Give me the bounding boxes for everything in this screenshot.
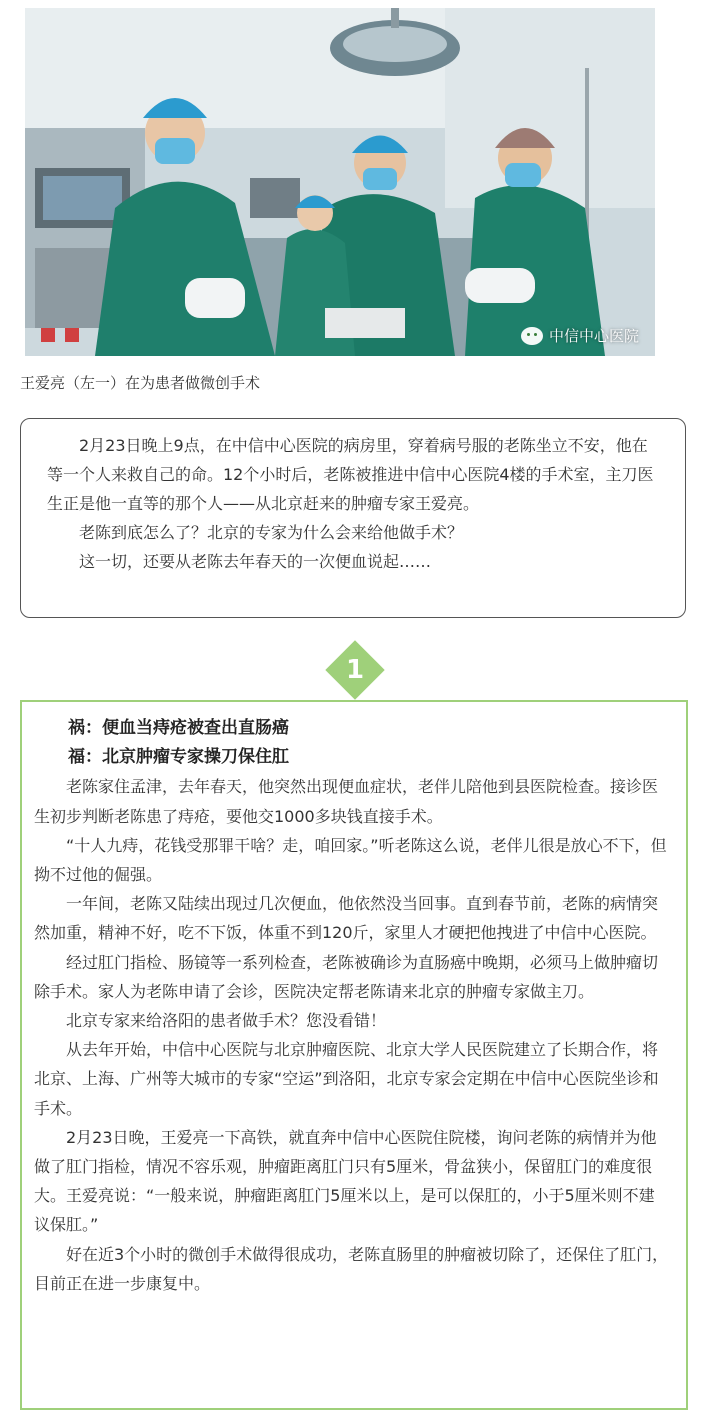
section-number-badge [325, 640, 385, 700]
body-paragraph: 一年间，老陈又陆续出现过几次便血，他依然没当回事。直到春节前，老陈的病情突然加重，精神不好，吃不下饭，体重不到120斤，家里人才硬把他拽进了中信中心医院。 [34, 894, 659, 943]
body-paragraph: 北京专家来给洛阳的患者做手术？您没看错！ [66, 1011, 387, 1031]
intro-paragraph: 这一切，还要从老陈去年春天的一次便血说起…… [79, 552, 432, 571]
watermark-text: 中信中心医院 [548, 327, 639, 345]
surgery-photo [25, 8, 655, 356]
section-box [20, 700, 688, 1410]
intro-paragraph: 2月23日晚上9点，在中信中心医院的病房里，穿着病号服的老陈坐立不安，他在等一个人来救自己的命。12个小时后，老陈被推进中信中心医院4楼的手术室，主刀医生正是他一直等的那个人——从北京赶来的肿瘤专家王爱亮。 [47, 436, 654, 513]
body-paragraph: 好在近3个小时的微创手术做得很成功，老陈直肠里的肿瘤被切除了，还保住了肛门，目前正在进一步康复中。 [34, 1244, 669, 1293]
body-paragraph: 2月23日晚，王爱亮一下高铁，就直奔中信中心医院住院楼，询问老陈的病情并为他做了肛门指检，情况不容乐观，肿瘤距离肛门只有5厘米，骨盆狭小，保留肛门的难度很大。王爱亮说：“一般来说，肿瘤距离肛门5厘米以上，是可以保肛的，小于5厘米则不建议保肛。” [34, 1127, 657, 1235]
watermark [521, 325, 639, 346]
body-paragraph: “十人九痔，花钱受那罪干啥？走，咱回家。”听老陈这么说，老伴儿很是放心不下，但拗不过他的倔强。 [34, 835, 667, 885]
wechat-icon [521, 327, 543, 345]
intro-box [20, 418, 686, 618]
body-paragraph: 经过肛门指检、肠镜等一系列检查，老陈被确诊为直肠癌中晚期，必须马上做肿瘤切除手术。家人为老陈申请了会诊，医院决定帮老陈请来北京的肿瘤专家做主刀。 [34, 952, 659, 1001]
surgery-scene-illustration [25, 8, 655, 356]
photo-caption: 王爱亮（左一）在为患者做微创手术 [20, 374, 261, 392]
intro-paragraph: 老陈到底怎么了？北京的专家为什么会来给他做手术？ [79, 523, 464, 542]
section-number: 1 [345, 655, 365, 685]
body-paragraph: 老陈家住孟津，去年春天，他突然出现便血症状，老伴儿陪他到县医院检查。接诊医生初步判断老陈患了痔疮，要他交1000多块钱直接手术。 [34, 777, 659, 826]
section-headline: 祸：便血当痔疮被查出直肠癌 [68, 718, 289, 738]
section-headline: 福：北京肿瘤专家操刀保住肛 [68, 747, 289, 768]
body-paragraph: 从去年开始，中信中心医院与北京肿瘤医院、北京大学人民医院建立了长期合作，将北京、上海、广州等大城市的专家“空运”到洛阳，北京专家会定期在中信中心医院坐诊和手术。 [34, 1040, 659, 1118]
